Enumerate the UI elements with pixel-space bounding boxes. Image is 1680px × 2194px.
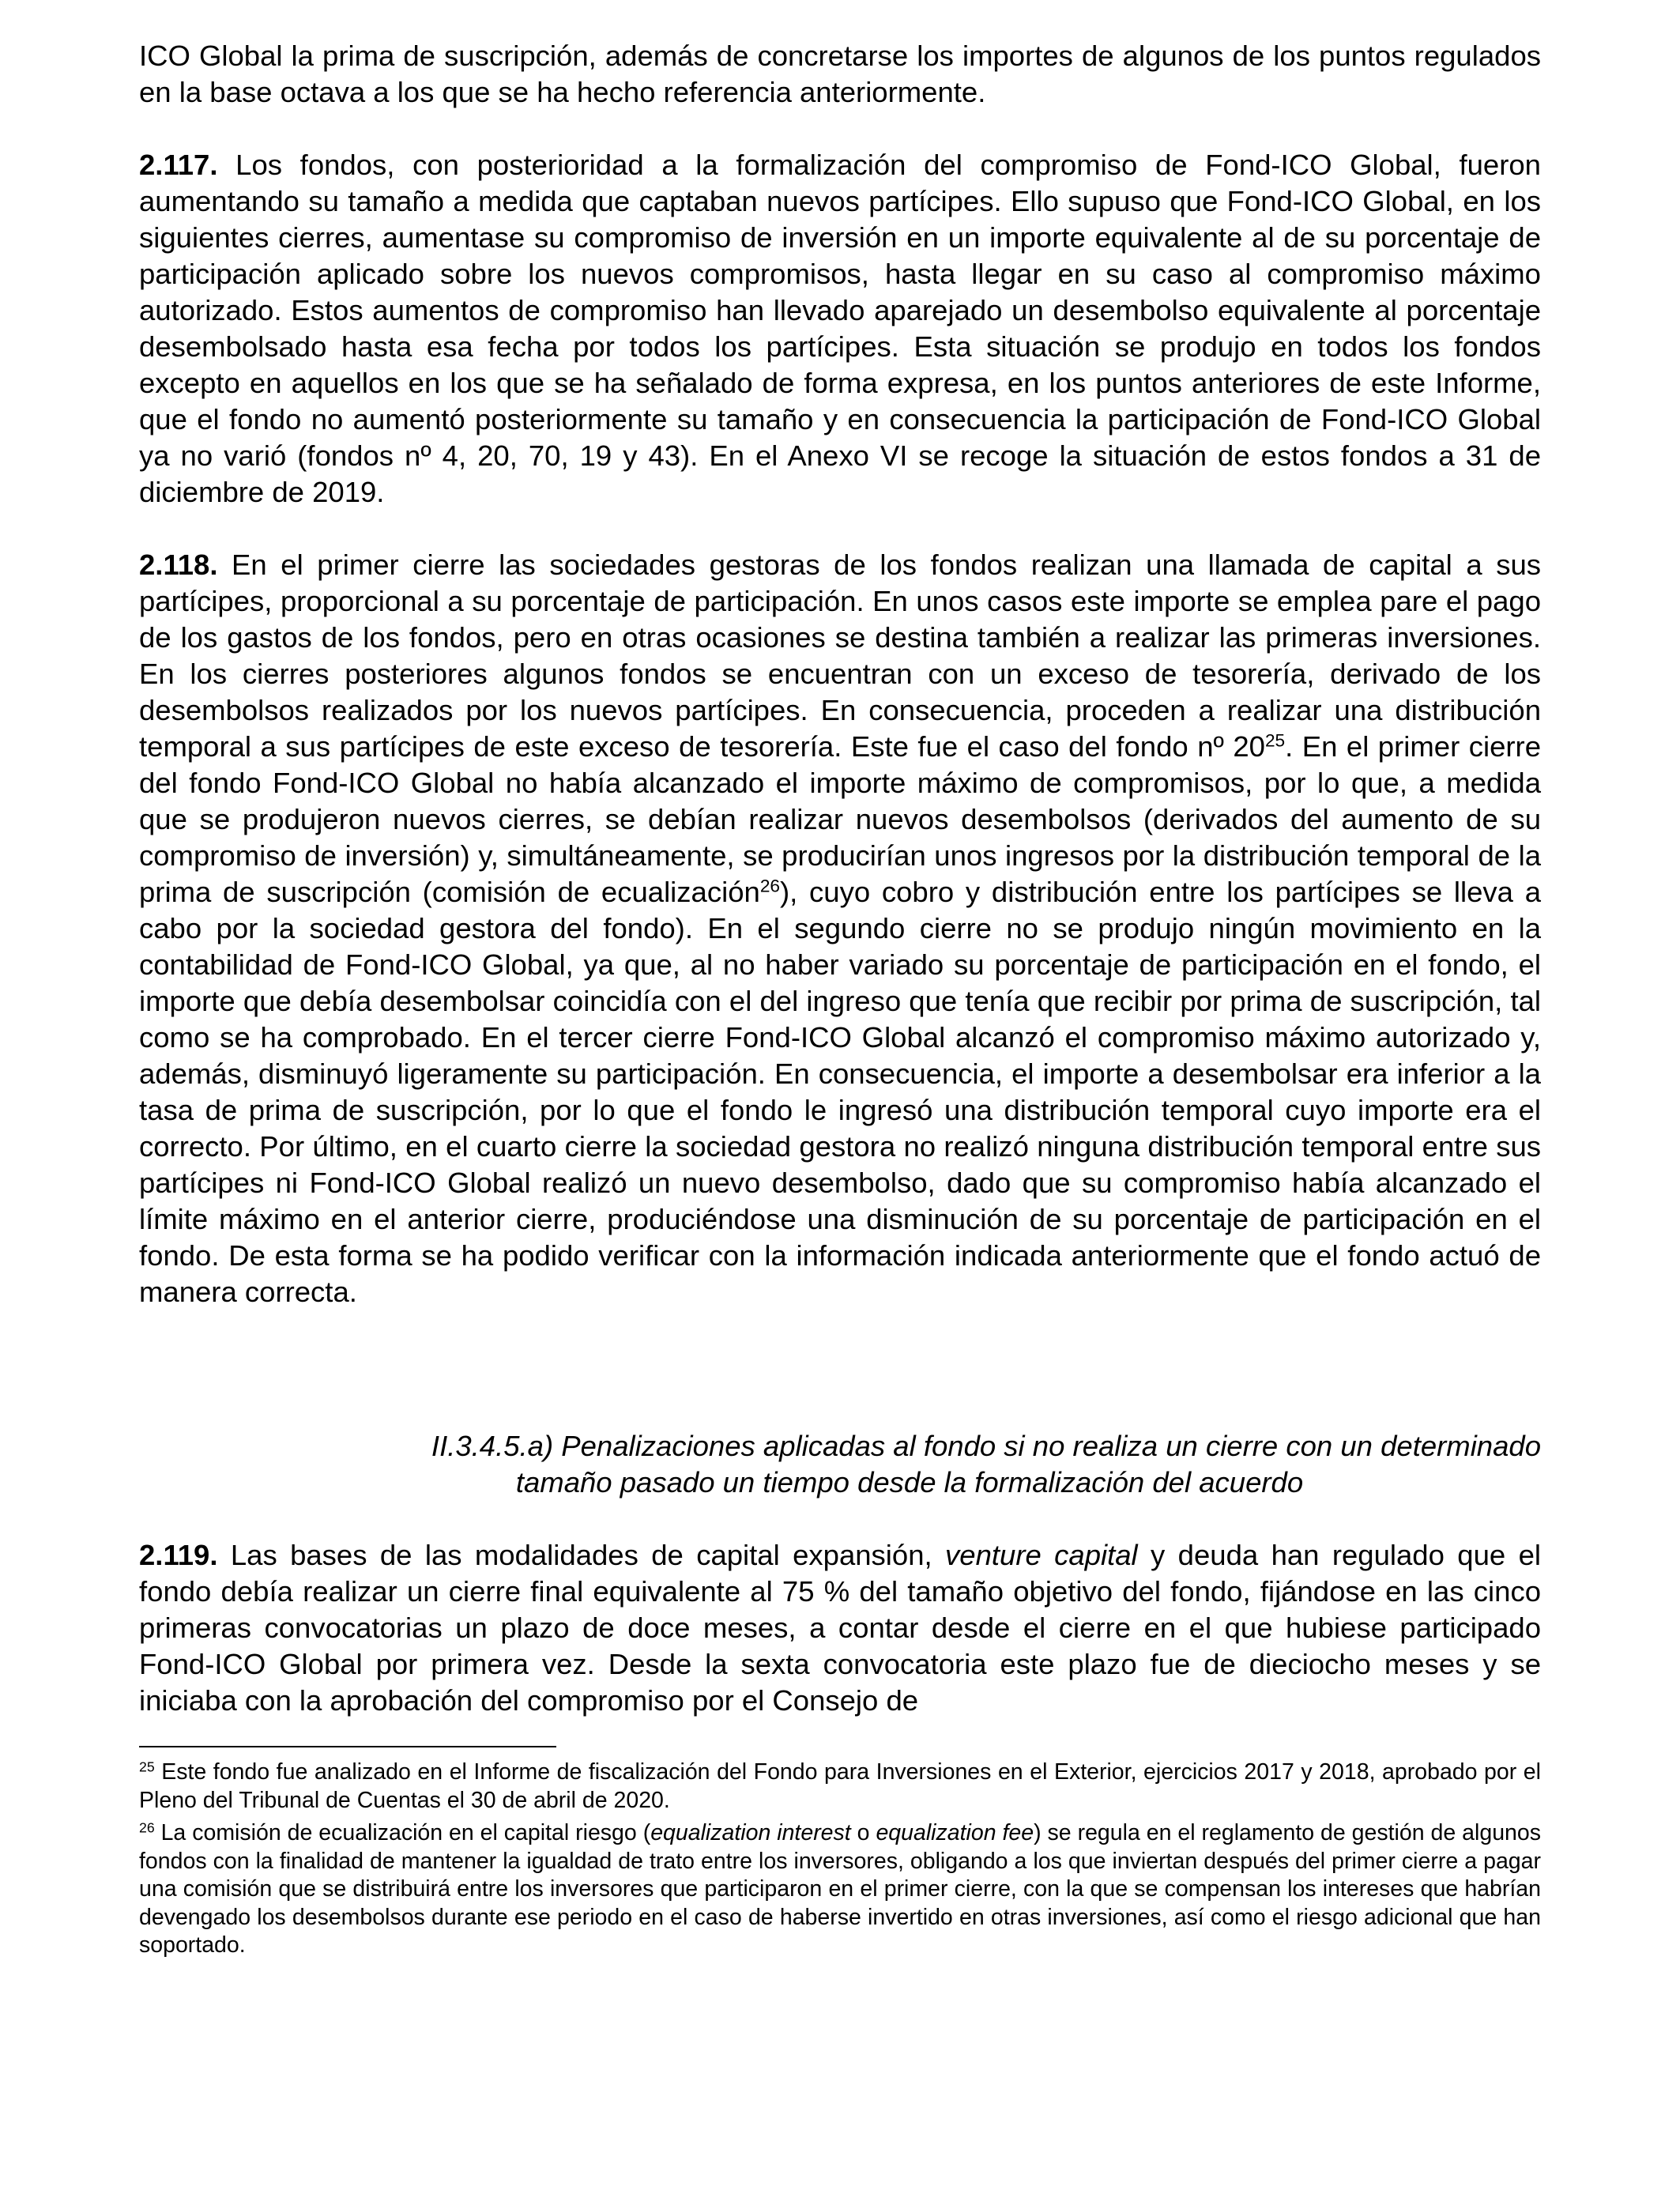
emphasis-text: equalization interest [650, 1820, 851, 1845]
footnote-26 [139, 1819, 1541, 1960]
continuation-paragraph [139, 38, 1541, 111]
section-heading [139, 1428, 1541, 1501]
paragraph-number: 2.117. [139, 149, 218, 181]
section-heading-line-1: II.3.4.5.a) Penalizaciones aplicadas al fondo si no realiza un cierre con un determinado [431, 1430, 1541, 1462]
paragraph-number: 2.118. [139, 548, 218, 581]
paragraph-text-part: y deuda han regulado que el fondo debía realizar un cierre final equivalente al 75 % del tamaño objetivo del fondo, fijándose en las cinco primeras convocatorias un plazo de doce meses, a contar desde el cierre en el que hubiese participado Fond-ICO Global por primera vez. Desde la sexta convocatoria este plazo fue de dieciocho meses y se iniciaba con la aprobación del compromiso por el Consejo de [139, 1539, 1541, 1717]
footnote-separator [139, 1746, 556, 1747]
paragraph-2-117 [139, 147, 1541, 511]
footnote-mark: 26 [139, 1819, 155, 1836]
emphasis-text: venture capital [945, 1539, 1138, 1571]
footnote-text-part: ) se regula en el reglamento de gestión de algunos fondos con la finalidad de mantener la igualdad de trato entre los inversores, obligando a los que inviertan después del primer cierre a pagar una comisión que se distribuirá entre los inversores que participaron en el primer cierre, con la que se compensan los intereses que habrían devengado los desembolsos durante ese periodo en el caso de haberse invertido en otras inversiones, así como el riesgo adicional que han soportado. [139, 1820, 1541, 1958]
paragraph-text-part: . En el primer cierre del fondo Fond-ICO Global no había alcanzado el importe máximo de compromisos, por lo que, a medida que se produjeron nuevos cierres, se debían realizar nuevos desembolsos (derivados del aumento de su compromiso de inversión) y, simultáneamente, se producirían unos ingresos por la distribución temporal de la prima de suscripción (comisión de ecualización [139, 730, 1541, 908]
footnote-text: Este fondo fue analizado en el Informe de fiscalización del Fondo para Inversiones en el Exterior, ejercicios 2017 y 2018, aprobado por el Pleno del Tribunal de Cuentas el 30 de abril de 2020. [139, 1759, 1541, 1813]
paragraph-text-part: En el primer cierre las sociedades gestoras de los fondos realizan una llamada de capital a sus partícipes, proporcional a su porcentaje de participación. En unos casos este importe se emplea pare el pago de los gastos de los fondos, pero en otras ocasiones se destina también a realizar las primeras inversiones. En los cierres posteriores algunos fondos se encuentran con un exceso de tesorería, derivado de los desembolsos realizados por los nuevos partícipes. En consecuencia, proceden a realizar una distribución temporal a sus partícipes de este exceso de tesorería. Este fue el caso del fondo nº 20 [139, 548, 1541, 763]
emphasis-text: equalization fee [876, 1820, 1034, 1845]
paragraph-number: 2.119. [139, 1539, 218, 1571]
paragraph-2-118 [139, 547, 1541, 1310]
paragraph-text-part: ), cuyo cobro y distribución entre los partícipes se lleva a cabo por la sociedad gestora del fondo). En el segundo cierre no se produjo ningún movimiento en la contabilidad de Fond-ICO Global, ya que, al no haber variado su porcentaje de participación en el fondo, el importe que debía desembolsar coincidía con el del ingreso que tenía que recibir por prima de suscripción, tal como se ha comprobado. En el tercer cierre Fond-ICO Global alcanzó el compromiso máximo autorizado y, además, disminuyó ligeramente su participación. En consecuencia, el importe a desembolsar era inferior a la tasa de prima de suscripción, por lo que el fondo le ingresó una distribución temporal cuyo importe era el correcto. Por último, en el cuarto cierre la sociedad gestora no realizó ninguna distribución temporal entre sus partícipes ni Fond-ICO Global realizó un nuevo desembolso, dado que su compromiso había alcanzado el límite máximo en el anterior cierre, produciéndose una disminución de su porcentaje de participación en el fondo. De esta forma se ha podido verificar con la información indicada anteriormente que el fondo actuó de manera correcta. [139, 876, 1541, 1308]
continuation-text: ICO Global la prima de suscripción, además de concretarse los importes de algunos de los puntos regulados en la base octava a los que se ha hecho referencia anteriormente. [139, 40, 1541, 108]
footnote-25 [139, 1759, 1541, 1815]
section-heading-line-2: tamaño pasado un tiempo desde la formalización del acuerdo [515, 1466, 1304, 1498]
paragraph-text-part: Las bases de las modalidades de capital expansión, [217, 1539, 946, 1571]
footnote-ref-25[interactable]: 25 [1264, 730, 1286, 751]
footnote-text-part: La comisión de ecualización en el capital riesgo ( [154, 1820, 651, 1845]
paragraph-2-119 [139, 1537, 1541, 1719]
footnote-text-part: o [850, 1820, 876, 1845]
footnote-ref-26[interactable]: 26 [759, 876, 780, 896]
footnote-mark: 25 [139, 1759, 155, 1775]
paragraph-text: Los fondos, con posterioridad a la formalización del compromiso de Fond-ICO Global, fueron aumentando su tamaño a medida que captaban nuevos partícipes. Ello supuso que Fond-ICO Global, en los siguientes cierres, aumentase su compromiso de inversión en un importe equivalente al de su porcentaje de participación aplicado sobre los nuevos compromisos, hasta llegar en su caso al compromiso máximo autorizado. Estos aumentos de compromiso han llevado aparejado un desembolso equivalente al porcentaje desembolsado hasta esa fecha por todos los partícipes. Esta situación se produjo en todos los fondos excepto en aquellos en los que se ha señalado de forma expresa, en los puntos anteriores de este Informe, que el fondo no aumentó posteriormente su tamaño y en consecuencia la participación de Fond-ICO Global ya no varió (fondos nº 4, 20, 70, 19 y 43). En el Anexo VI se recoge la situación de estos fondos a 31 de diciembre de 2019. [139, 149, 1541, 508]
